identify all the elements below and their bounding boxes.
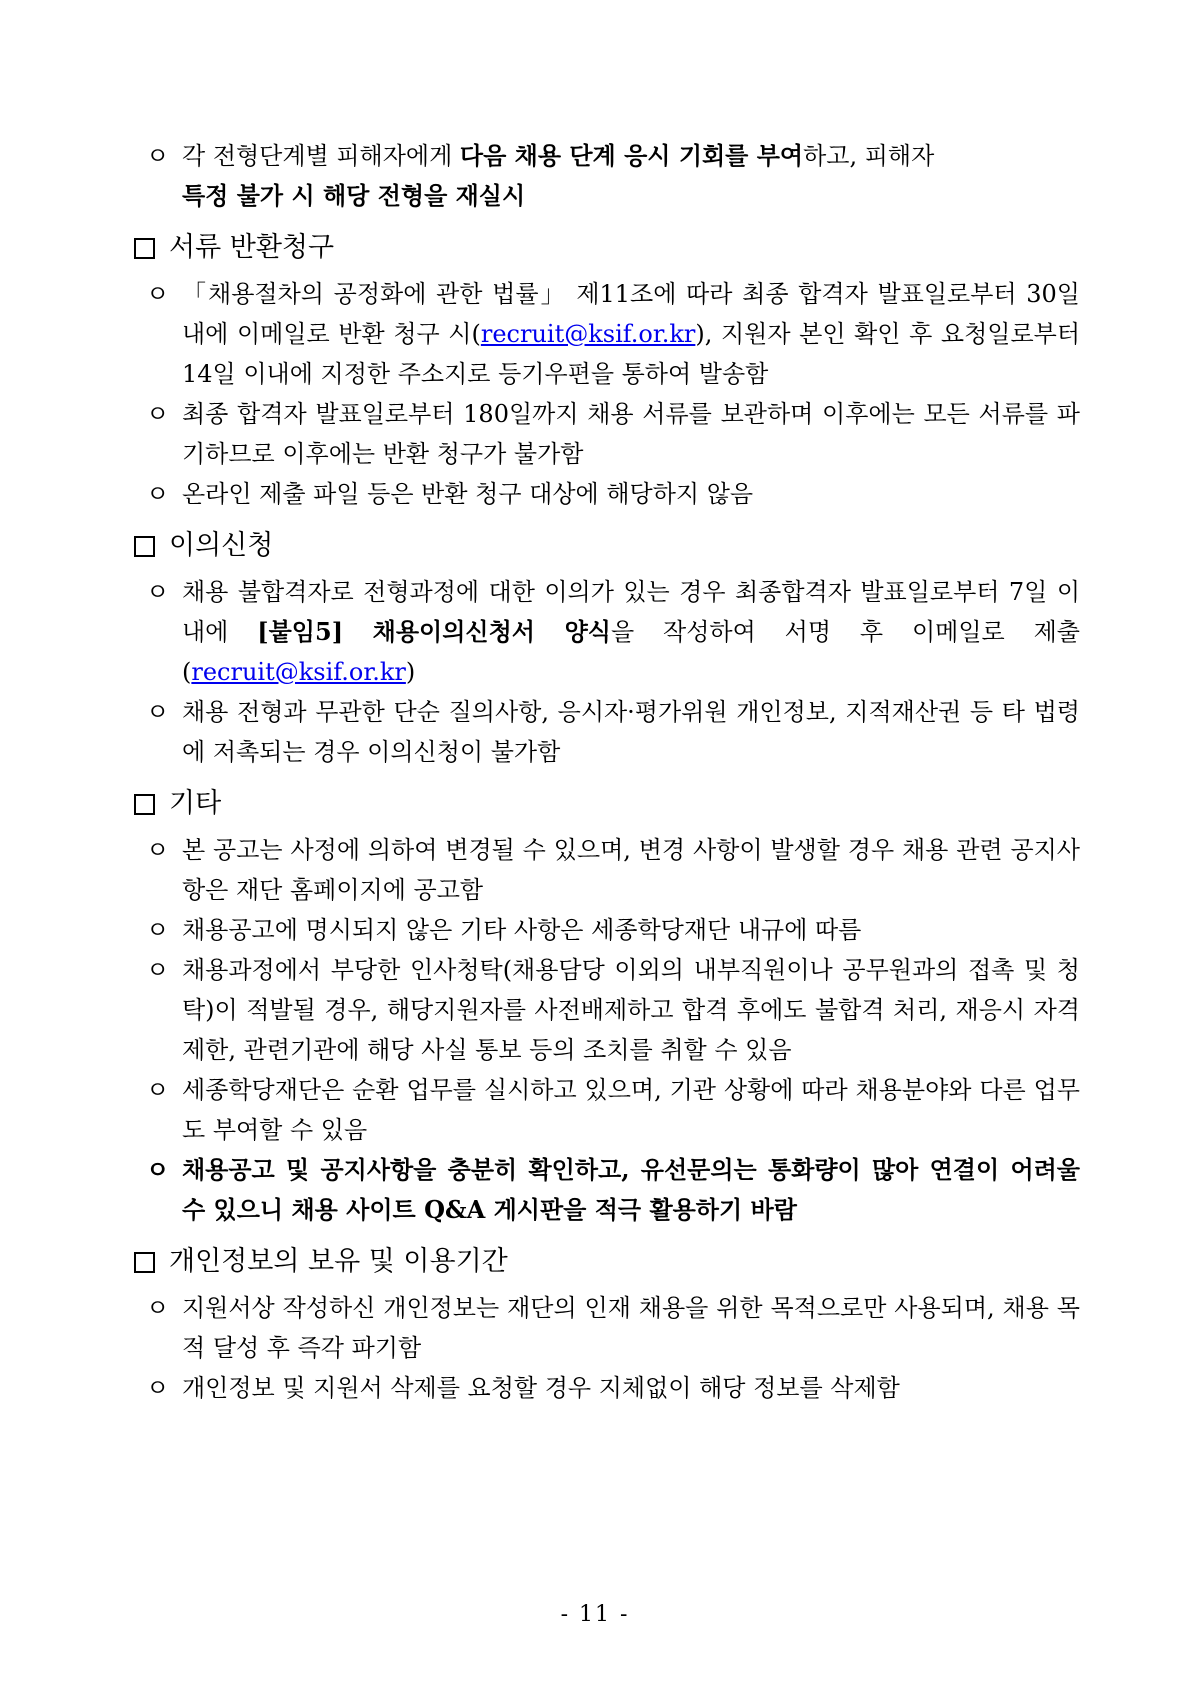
section-title: 개인정보의 보유 및 이용기간 — [169, 1246, 508, 1277]
list-item — [134, 274, 1080, 394]
page-number: - 11 - — [560, 1602, 630, 1627]
intro-text-line2: 특정 불가 시 해당 전형을 재실시 — [182, 181, 526, 210]
section-heading-privacy — [134, 1242, 1080, 1282]
bullet-marker: ㅇ — [146, 480, 170, 508]
item-text: 「채용절차의 공정화에 관한 법률」 제11조에 따라 최종 합격자 발표일로부터 30일 내에 이메일로 반환 청구 시( — [182, 280, 1080, 348]
bullet-marker: ㅇ — [146, 1374, 170, 1402]
item-text: 최종 합격자 발표일로부터 180일까지 채용 서류를 보관하며 이후에는 모든 서류를 파기하므로 이후에는 반환 청구가 불가함 — [182, 400, 1080, 468]
item-text: ) — [405, 658, 416, 686]
item-text: 채용과정에서 부당한 인사청탁(채용담당 이외의 내부직원이나 공무원과의 접촉 및 청탁)이 적발될 경우, 해당지원자를 사전배제하고 합격 후에도 불합격 처리, 재응시 자격 제한, 관련기관에 해당 사실 통보 등의 조치를 취할 수 있음 — [182, 956, 1080, 1064]
bullet-marker: ㅇ — [146, 400, 170, 428]
list-item — [134, 1368, 1080, 1408]
email-link[interactable]: recruit@ksif.or.kr — [191, 658, 406, 686]
item-text: 채용 불합격자로 전형과정에 대한 이의가 있는 경우 최종합격자 발표일로부터 7일 이내에 — [182, 578, 1080, 646]
intro-text-pre: 각 전형단계별 피해자에게 — [182, 142, 460, 170]
item-text: 개인정보 및 지원서 삭제를 요청할 경우 지체없이 해당 정보를 삭제함 — [182, 1374, 900, 1402]
section-heading-objection — [134, 526, 1080, 566]
bullet-marker: ㅇ — [146, 836, 170, 864]
intro-text-post: 하고, 피해자 — [803, 142, 935, 170]
bullet-marker: ㅇ — [146, 578, 170, 606]
bullet-marker: ㅇ — [146, 698, 170, 726]
email-link[interactable]: recruit@ksif.or.kr — [480, 320, 696, 348]
bullet-marker: ㅇ — [146, 142, 170, 170]
bullet-marker: ㅇ — [146, 956, 170, 984]
list-item — [134, 394, 1080, 474]
section-heading-document-return — [134, 228, 1080, 268]
checkbox-square-icon — [134, 1252, 155, 1273]
checkbox-square-icon — [134, 536, 155, 557]
item-text: 본 공고는 사정에 의하여 변경될 수 있으며, 변경 사항이 발생할 경우 채용 관련 공지사항은 재단 홈페이지에 공고함 — [182, 836, 1080, 904]
section-heading-other — [134, 784, 1080, 824]
section-title: 기타 — [169, 788, 222, 819]
list-item — [134, 1070, 1080, 1150]
item-text: 을 작성하여 서명 후 이메일로 제출( — [182, 618, 1080, 686]
list-item — [134, 692, 1080, 772]
item-text: 채용 전형과 무관한 단순 질의사항, 응시자·평가위원 개인정보, 지적재산권 등 타 법령에 저촉되는 경우 이의신청이 불가함 — [182, 698, 1080, 766]
bullet-marker: ㅇ — [146, 916, 170, 944]
list-item — [134, 910, 1080, 950]
item-text: 채용공고 및 공지사항을 충분히 확인하고, 유선문의는 통화량이 많아 연결이 어려울 수 있으니 채용 사이트 Q&A 게시판을 적극 활용하기 바람 — [182, 1155, 1080, 1224]
item-text: 온라인 제출 파일 등은 반환 청구 대상에 해당하지 않음 — [182, 480, 754, 508]
intro-text-bold: 다음 채용 단계 응시 기회를 부여 — [459, 141, 804, 170]
checkbox-square-icon — [134, 794, 155, 815]
item-text: 채용공고에 명시되지 않은 기타 사항은 세종학당재단 내규에 따름 — [182, 916, 862, 944]
section-title: 서류 반환청구 — [169, 232, 335, 263]
item-text: 지원서상 작성하신 개인정보는 재단의 인재 채용을 위한 목적으로만 사용되며, 채용 목적 달성 후 즉각 파기함 — [182, 1294, 1080, 1362]
bullet-marker: ㅇ — [146, 1294, 170, 1322]
item-text-bold: [붙임5] 채용이의신청서 양식 — [257, 617, 611, 646]
list-item — [134, 950, 1080, 1070]
document-content — [134, 136, 1080, 1408]
checkbox-square-icon — [134, 238, 155, 259]
list-item — [134, 474, 1080, 514]
bullet-marker: ㅇ — [146, 1076, 170, 1104]
bullet-marker: ㅇ — [146, 280, 170, 308]
item-text: ), 지원자 본인 확인 후 요청일로부터 14일 이내에 지정한 주소지로 등기우편을 통하여 발송함 — [182, 320, 1081, 388]
section-title: 이의신청 — [169, 530, 274, 561]
bullet-marker: ㅇ — [146, 1155, 170, 1184]
list-item — [134, 830, 1080, 910]
list-item-emphasis — [134, 1150, 1080, 1230]
intro-item — [134, 136, 1080, 216]
list-item — [134, 1288, 1080, 1368]
item-text: 세종학당재단은 순환 업무를 실시하고 있으며, 기관 상황에 따라 채용분야와 다른 업무도 부여할 수 있음 — [182, 1076, 1080, 1144]
list-item — [134, 572, 1080, 692]
